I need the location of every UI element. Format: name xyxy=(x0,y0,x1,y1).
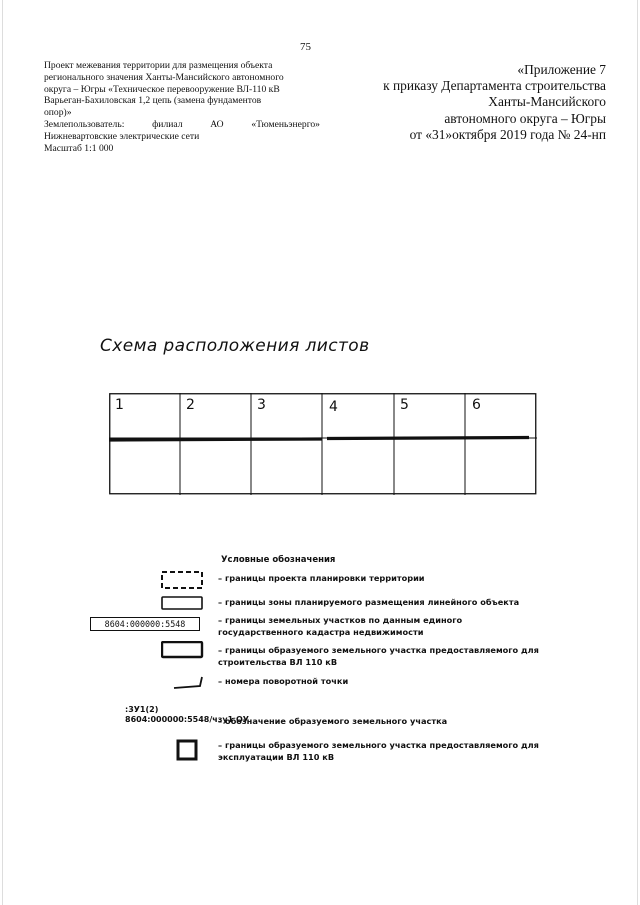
sheet-number: 4 xyxy=(329,399,338,415)
sheet-number: 6 xyxy=(472,397,481,413)
appendix-line: «Приложение 7 xyxy=(517,62,606,77)
land-user-word: АО xyxy=(210,118,224,130)
legend-item-text: – границы земельных участков по данным единого государственного кадастра недвижимости xyxy=(218,615,463,637)
scan-edge-left xyxy=(2,0,3,905)
project-line: Проект межевания территории для размещения объекта xyxy=(44,60,273,71)
operation-plot-symbol xyxy=(176,739,200,763)
sheet-layout-grid xyxy=(109,393,537,495)
land-user-line-2: Нижневартовские электрические сети xyxy=(44,130,200,142)
placement-zone-symbol xyxy=(161,596,207,612)
project-line: опор)» xyxy=(44,107,72,119)
land-user-word: филиал xyxy=(152,118,183,130)
project-line: округа – Югры «Техническое перевооружение ВЛ-110 кВ xyxy=(44,83,280,95)
planning-boundary-symbol xyxy=(161,571,207,591)
legend-title: Условные обозначения xyxy=(221,555,336,565)
land-user-line xyxy=(44,119,320,131)
land-user-label: Землепользователь: xyxy=(44,118,125,130)
appendix-header xyxy=(383,62,606,143)
sheet-number: 3 xyxy=(257,397,266,413)
sheet-number: 1 xyxy=(115,397,124,413)
appendix-line: к приказу Департамента строительства xyxy=(383,78,606,94)
appendix-line: автономного округа – Югры xyxy=(444,110,606,126)
legend-item-text: – границы образуемого земельного участка предоставляемого для строительства ВЛ 110 кВ xyxy=(218,645,539,667)
map-scale: Масштаб 1:1 000 xyxy=(44,142,114,154)
legend-item-text: – границы образуемого земельного участка предоставляемого для эксплуатации ВЛ 110 кВ xyxy=(218,740,539,762)
sheet-number: 5 xyxy=(400,397,409,413)
legend-item-text: – границы проекта планировки территории xyxy=(218,573,425,583)
legend-item-text: – обозначение образуемого земельного участка xyxy=(218,716,448,726)
scan-edge-right xyxy=(637,0,638,905)
power-line-segment-1 xyxy=(109,439,322,440)
cadastral-number-symbol: 8604:000000:5548 xyxy=(90,617,200,631)
scheme-title: Схема расположения листов xyxy=(100,336,370,356)
legend-item-text: – номера поворотной точки xyxy=(218,676,349,686)
construction-plot-symbol xyxy=(161,641,207,661)
turning-point-symbol xyxy=(172,674,208,692)
appendix-line: от «31»октября 2019 года № 24-нп xyxy=(409,126,606,142)
project-line: Варьеган-Бахиловская 1,2 цепь (замена фундаментов xyxy=(44,95,262,107)
project-description xyxy=(44,60,320,154)
legend-item-text: – границы зоны планируемого размещения линейного объекта xyxy=(218,597,520,607)
page-number: 75 xyxy=(300,41,311,53)
land-user-word: «Тюменьэнерго» xyxy=(251,118,320,130)
area-label-line: 8604:000000:5548/чзу1 ОУ xyxy=(125,715,249,724)
appendix-line: Ханты-Мансийского xyxy=(488,94,606,110)
power-line-segment-2 xyxy=(327,438,529,439)
sheet-number: 2 xyxy=(186,397,195,413)
area-label-line: :3У1(2) xyxy=(125,705,159,714)
project-line: регионального значения Ханты-Мансийского автономного xyxy=(44,71,284,83)
